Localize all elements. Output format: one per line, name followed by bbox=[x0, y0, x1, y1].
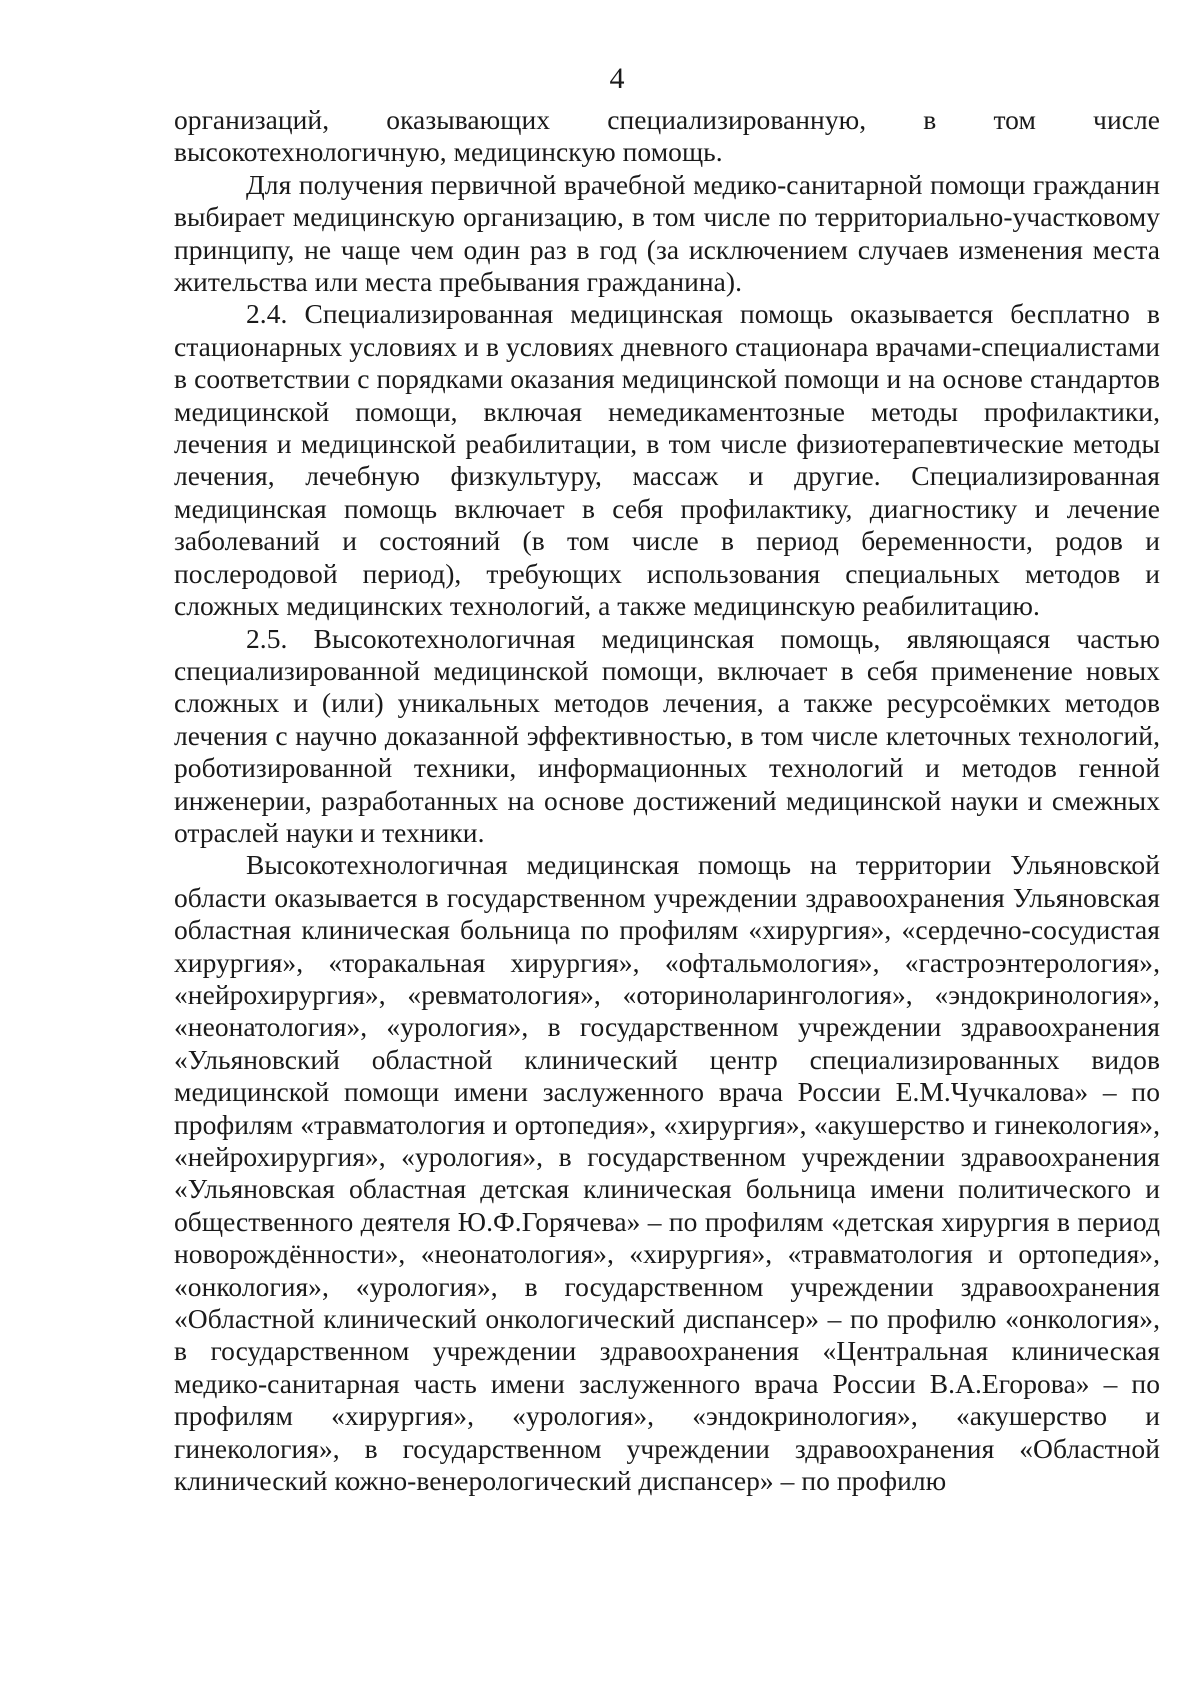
paragraph-high-tech-providers: Высокотехнологичная медицинская помощь на территории Ульяновской области оказывается в государственном учреждении здравоохранения Ульяновская областная клиническая больница по профилям «хирургия», «сердечно-сосудистая хирургия», «торакальная хирургия», «офтальмология», «гастроэнтерология», «нейрохирургия», «ревматология», «оториноларингология», «эндокринология», «неонатология», «урология», в государственном учреждении здравоохранения «Ульяновский областной клинический центр специализированных видов медицинской помощи имени заслуженного врача России Е.М.Чучкалова» – по профилям «травматология и ортопедия», «хирургия», «акушерство и гинекология», «нейрохирургия», «урология», в государственном учреждении здравоохранения «Ульяновская областная детская клиническая больница имени политического и общественного деятеля Ю.Ф.Горячева» – по профилям «детская хирургия в период новорождённости», «неонатология», «хирургия», «травматология и ортопедия», «онкология», «урология», в государственном учреждении здравоохранения «Областной клинический онкологический диспансер» – по профилю «онкология», в государственном учреждении здравоохранения «Центральная клиническая медико-санитарная часть имени заслуженного врача России В.А.Егорова» – по профилям «хирургия», «урология», «эндокринология», «акушерство и гинекология», в государственном учреждении здравоохранения «Областной клинический кожно-венерологический диспансер» – по профилю bbox=[174, 849, 1160, 1497]
paragraph-continuation: организаций, оказывающих специализированную, в том числе высокотехнологичную, медицинскую помощь. bbox=[174, 104, 1160, 168]
paragraph-primary-care-choice: Для получения первичной врачебной медико-санитарной помощи гражданин выбирает медицинскую организацию, в том числе по территориально-участковому принципу, не чаще чем один раз в год (за исключением случаев изменения места жительства или места пребывания гражданина). bbox=[174, 168, 1160, 298]
document-body bbox=[174, 104, 1160, 1497]
page-number: 4 bbox=[609, 62, 625, 95]
paragraph-2-5-high-tech-care: 2.5. Высокотехнологичная медицинская помощь, являющаяся частью специализированной медицинской помощи, включает в себя применение новых сложных и (или) уникальных методов лечения, а также ресурсоёмких методов лечения с научно доказанной эффективностью, в том числе клеточных технологий, роботизированной техники, информационных технологий и методов генной инженерии, разработанных на основе достижений медицинской науки и смежных отраслей науки и техники. bbox=[174, 622, 1160, 848]
paragraph-2-4-specialized-care: 2.4. Специализированная медицинская помощь оказывается бесплатно в стационарных условиях и в условиях дневного стационара врачами-специалистами в соответствии с порядками оказания медицинской помощи и на основе стандартов медицинской помощи, включая немедикаментозные методы профилактики, лечения и медицинской реабилитации, в том числе физиотерапевтические методы лечения, лечебную физкультуру, массаж и другие. Специализированная медицинская помощь включает в себя профилактику, диагностику и лечение заболеваний и состояний (в том числе в период беременности, родов и послеродовой период), требующих использования специальных методов и сложных медицинских технологий, а также медицинскую реабилитацию. bbox=[174, 298, 1160, 622]
